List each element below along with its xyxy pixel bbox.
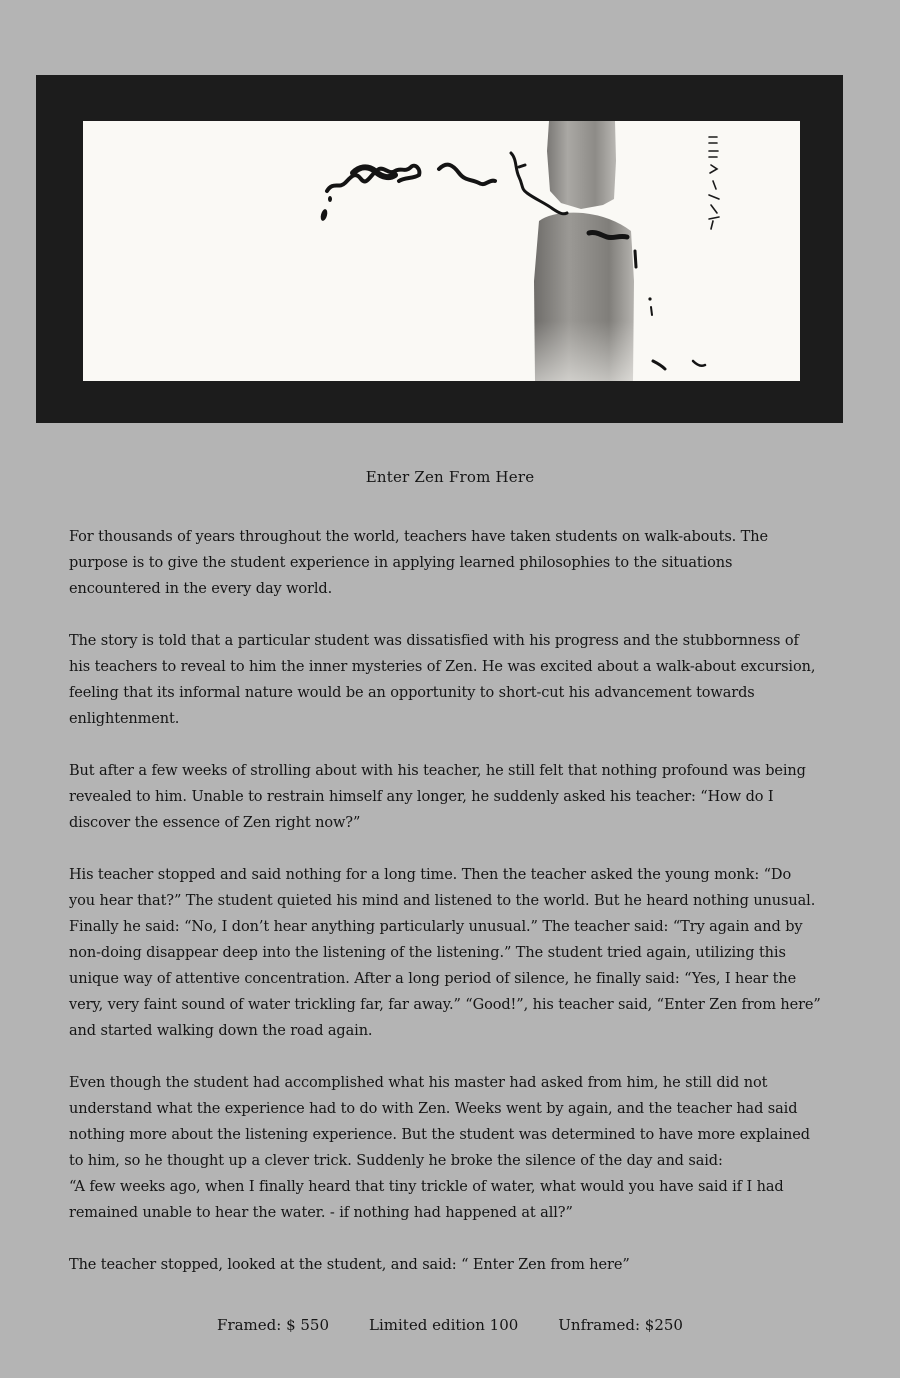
artwork-frame: [36, 75, 843, 423]
calligraphy-image: [83, 121, 800, 381]
story-paragraph: “A few weeks ago, when I finally heard that tiny trickle of water, what would you have said if I had remained unable to hear the water. - if nothing had happened at all?”: [69, 1179, 784, 1221]
framed-price: Framed: $ 550: [217, 1316, 330, 1334]
story-text: [69, 524, 821, 1304]
story-paragraph: The teacher stopped, looked at the student, and said: “ Enter Zen from here”: [69, 1257, 630, 1273]
story-paragraph: His teacher stopped and said nothing for a long time. Then the teacher asked the young monk: “Do you hear that?” The student quieted his mind and listened to the world. But he heard nothing unusual. Finally he said: “No, I don’t hear anything particularly unusual.” The teacher said: “Try again and by non-doing disappear deep into the listening of the listening.” The student tried again, utilizing this unique way of attentive concentration. After a long period of silence, he finally said: “Yes, I hear the very, very faint sound of water trickling far, far away.” “Good!”, his teacher said, “Enter Zen from here” and started walking down the road again.: [69, 867, 821, 1039]
story-paragraph: Even though the student had accomplished what his master had asked from him, he still did not understand what the experience had to do with Zen. Weeks went by again, and the teacher had said nothing more about the listening experience. But the student was determined to have more explained to him, so he thought up a clever trick. Suddenly he broke the silence of the day and said:: [69, 1075, 810, 1169]
calligraphy-artwork: [83, 121, 800, 381]
story-paragraph: The story is told that a particular student was dissatisfied with his progress and the stubbornness of his teachers to reveal to him the inner mysteries of Zen. He was excited about a walk-about excursion, feeling that its informal nature would be an opportunity to short-cut his advancement towards enlightenment.: [69, 633, 816, 727]
edition-info: Limited edition 100: [369, 1316, 519, 1334]
unframed-price: Unframed: $250: [558, 1316, 683, 1334]
story-paragraph: But after a few weeks of strolling about with his teacher, he still felt that nothing profound was being revealed to him. Unable to restrain himself any longer, he suddenly asked his teacher: “How do I discover the essence of Zen right now?”: [69, 763, 806, 831]
price-list: [0, 1316, 900, 1334]
page-title: Enter Zen From Here: [365, 468, 535, 486]
story-paragraph: For thousands of years throughout the world, teachers have taken students on walk-abouts. The purpose is to give the student experience in applying learned philosophies to the situations encountered in the every day world.: [69, 529, 768, 597]
